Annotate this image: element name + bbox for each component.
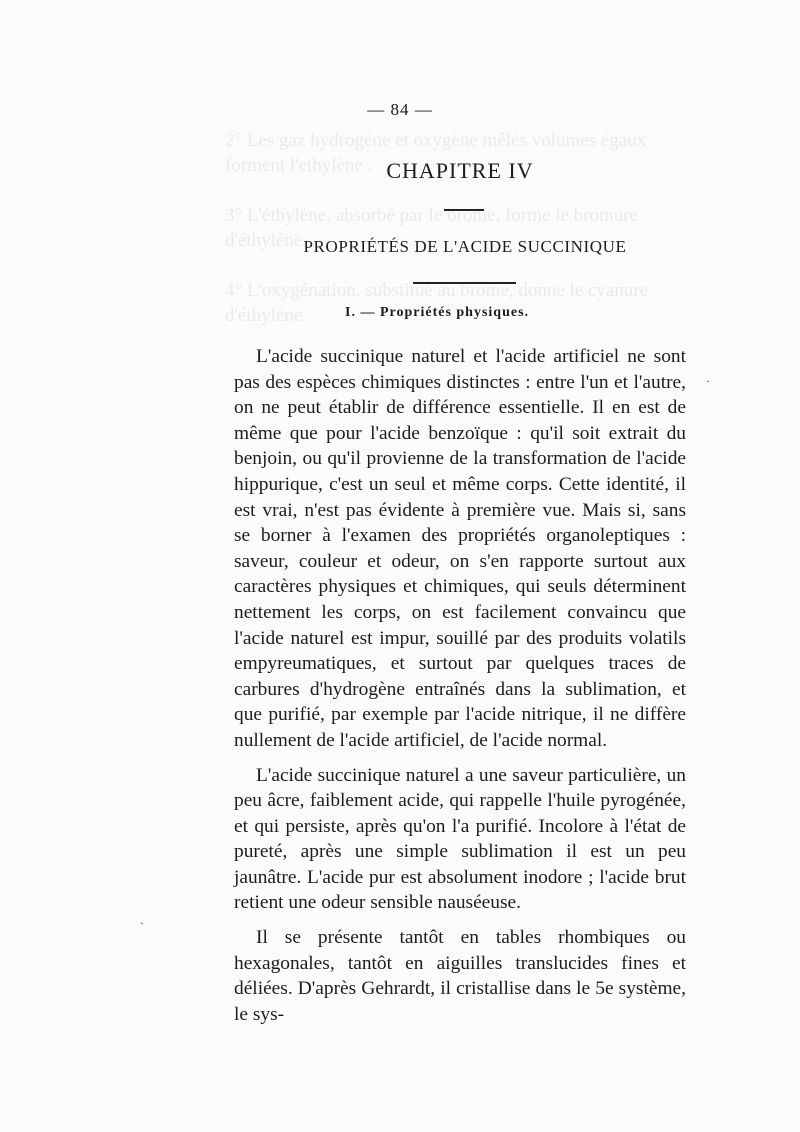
chapter-divider (444, 209, 484, 211)
paragraph-2: L'acide succinique naturel a une saveur particulière, un peu âcre, faiblement acide, qui rappelle l'huile pyrogénée, et qui persiste, après qu'on l'a purifié. Incolore à l'état de pureté, après une simple sublimation il est un peu jaunâtre. L'acide pur est absolument inodore ; l'acide brut retient une odeur sensible nauséeuse. (234, 764, 686, 914)
subsection-heading: I. — Propriétés physiques. (345, 305, 530, 320)
section-title: PROPRIÉTÉS DE L'ACIDE SUCCINIQUE (303, 237, 627, 256)
bleed-through-texture: 2° Les gaz hydrogène et oxygène mêlés volumes égaux forment l'ethylène . 3° L'éthylène, absorbé par le brome, forme le bromure d'éthylène. 4° L'oxygénation, substitué au brome, donne le cyanure d'éthylène. (225, 130, 649, 326)
paragraph-1: L'acide succinique naturel et l'acide artificiel ne sont pas des espèces chimiques distinctes : entre l'un et l'autre, on ne peut établir de différence essentielle. Il en est de même que pour l'acide benzoïque : qu'il soit extrait du benjoin, ou qu'il provienne de la transformation de l'acide hippurique, c'est un seul et même corps. Cette identité, il est vrai, n'est pas évidente à première vue. Mais si, sans se borner à l'examen des propriétés organoleptiques : saveur, couleur et odeur, on s'en rapporte surtout aux caractères physiques et chimiques, qui seuls déterminent nettement les corps, on est facilement convaincu que l'acide naturel est impur, souillé par des produits volatils empyreumatiques, et surtout par quelques traces de carbures d'hydrogène entraînés dans la sublimation, et que purifié, par exemple par l'acide nitrique, il ne diffère nullement de l'acide artificiel, de l'acide normal. (234, 346, 686, 751)
paragraph-3: Il se présente tantôt en tables rhombiques ou hexagonales, tantôt en aiguilles translucides fines et déliées. D'après Gehrardt, il cristallise dans le 5e système, le sys- (234, 927, 686, 1025)
body-text (234, 344, 686, 1027)
chapter-title: CHAPITRE IV (386, 158, 534, 183)
ink-speck: ˋ (140, 920, 144, 934)
ink-speck: · (706, 374, 710, 388)
page-number: — 84 — (367, 100, 433, 119)
section-divider (413, 282, 516, 284)
